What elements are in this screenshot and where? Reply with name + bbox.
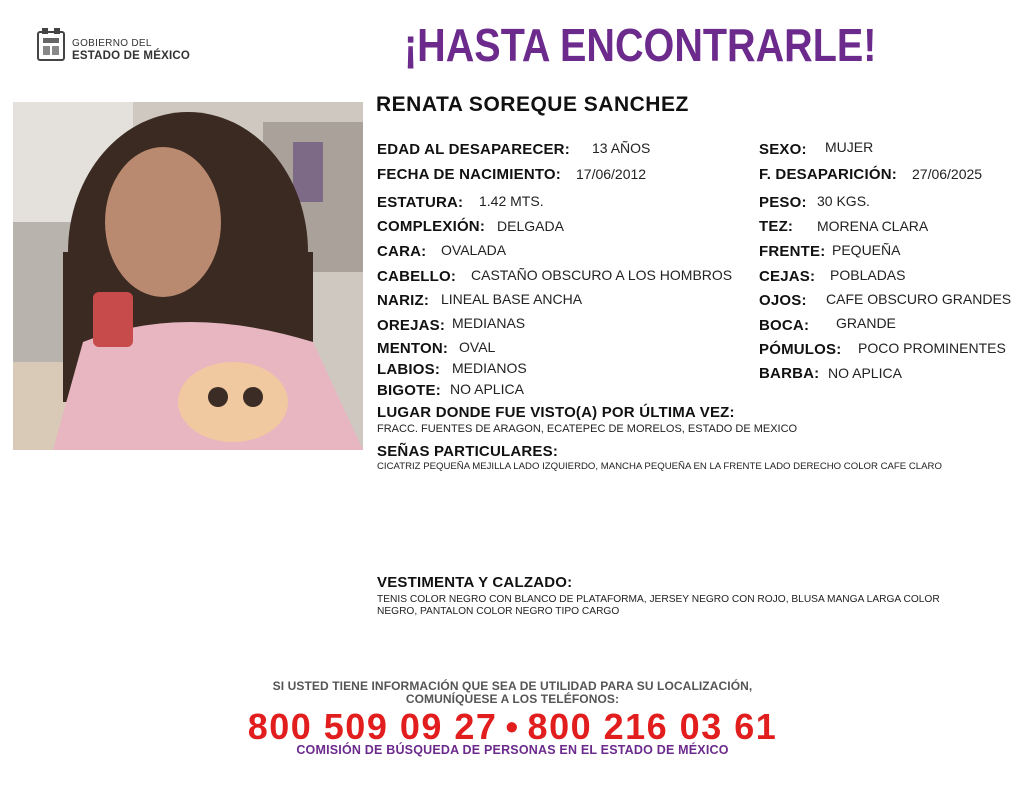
field-forehead-value: PEQUEÑA: [832, 242, 901, 258]
phone-separator: •: [505, 706, 520, 747]
phone-numbers: [0, 706, 1025, 748]
field-lips-value: MEDIANOS: [452, 360, 527, 376]
field-eyebrows-label: CEJAS:: [759, 268, 816, 285]
field-sex-value: MUJER: [825, 139, 874, 155]
field-cheekbones-value: POCO PROMINENTES: [858, 340, 1006, 356]
field-build-value: DELGADA: [497, 218, 564, 234]
field-age-label: EDAD AL DESAPARECER:: [377, 141, 570, 158]
distinguishing-marks-label: SEÑAS PARTICULARES:: [377, 443, 559, 460]
field-face-value: OVALADA: [441, 242, 507, 258]
commission-name: COMISIÓN DE BÚSQUEDA DE PERSONAS EN EL ESTADO DE MÉXICO: [296, 743, 729, 757]
person-name: RENATA SOREQUE SANCHEZ: [376, 93, 689, 116]
field-beard-value: NO APLICA: [828, 365, 902, 381]
phone-number-1[interactable]: 800 509 09 27: [247, 706, 498, 747]
field-ears-label: OREJAS:: [377, 317, 446, 334]
field-lips-label: LABIOS:: [377, 361, 441, 378]
field-beard-label: BARBA:: [759, 365, 820, 382]
last-seen-value: FRACC. FUENTES DE ARAGON, ECATEPEC DE MORELOS, ESTADO DE MEXICO: [377, 423, 798, 435]
field-disappearance-date-value: 27/06/2025: [912, 166, 983, 182]
clothing-value-line1: TENIS COLOR NEGRO CON BLANCO DE PLATAFORMA, JERSEY NEGRO CON ROJO, BLUSA MANGA LARGA COLOR: [377, 594, 940, 605]
field-birthdate-value: 17/06/2012: [576, 166, 647, 182]
field-face-label: CARA:: [377, 243, 427, 260]
field-cheekbones-label: PÓMULOS:: [759, 341, 842, 358]
distinguishing-marks-value: CICATRIZ PEQUEÑA MEJILLA LADO IZQUIERDO, MANCHA PEQUEÑA EN LA FRENTE LADO DERECHO COLOR CAFE CLARO: [377, 461, 942, 472]
field-height-label: ESTATURA:: [377, 194, 464, 211]
government-name-line2: ESTADO DE MÉXICO: [72, 50, 190, 62]
contact-info-line2: COMUNÍQUESE A LOS TELÉFONOS:: [405, 692, 620, 706]
clothing-label: VESTIMENTA Y CALZADO:: [377, 574, 573, 591]
field-mouth-label: BOCA:: [759, 317, 810, 334]
field-ears-value: MEDIANAS: [452, 315, 526, 331]
field-weight-value: 30 KGS.: [817, 193, 870, 209]
field-disappearance-date-label: F. DESAPARICIÓN:: [759, 166, 897, 183]
field-eyebrows-value: POBLADAS: [830, 267, 906, 283]
field-forehead-label: FRENTE:: [759, 243, 826, 260]
field-age-value: 13 AÑOS: [592, 140, 651, 156]
field-eyes-value: CAFE OBSCURO GRANDES: [826, 291, 1012, 307]
field-build-label: COMPLEXIÓN:: [377, 218, 486, 235]
contact-info-line1: SI USTED TIENE INFORMACIÓN QUE SEA DE UTILIDAD PARA SU LOCALIZACIÓN,: [272, 679, 753, 693]
field-mustache-value: NO APLICA: [450, 381, 524, 397]
field-chin-label: MENTON:: [377, 340, 449, 357]
clothing-value-line2: NEGRO, PANTALON COLOR NEGRO TIPO CARGO: [377, 606, 620, 617]
government-logo: [36, 26, 206, 66]
government-name-line1: GOBIERNO DEL: [72, 38, 152, 49]
field-complexion-value: MORENA CLARA: [817, 218, 929, 234]
field-nose-value: LINEAL BASE ANCHA: [441, 291, 583, 307]
field-sex-label: SEXO:: [759, 141, 807, 158]
field-weight-label: PESO:: [759, 194, 807, 211]
phone-number-2[interactable]: 800 216 03 61: [527, 706, 778, 747]
field-hair-value: CASTAÑO OBSCURO A LOS HOMBROS: [471, 267, 733, 283]
field-complexion-label: TEZ:: [759, 218, 794, 235]
field-height-value: 1.42 MTS.: [479, 193, 544, 209]
field-birthdate-label: FECHA DE NACIMIENTO:: [377, 166, 561, 183]
field-eyes-label: OJOS:: [759, 292, 807, 309]
headline: ¡HASTA ENCONTRARLE!: [404, 19, 877, 71]
photo-illustration: [13, 102, 363, 450]
field-chin-value: OVAL: [459, 339, 496, 355]
field-hair-label: CABELLO:: [377, 268, 457, 285]
field-mustache-label: BIGOTE:: [377, 382, 441, 399]
last-seen-label: LUGAR DONDE FUE VISTO(A) POR ÚLTIMA VEZ:: [377, 404, 735, 421]
state-seal-icon: [36, 26, 66, 62]
field-nose-label: NARIZ:: [377, 292, 430, 309]
field-mouth-value: GRANDE: [836, 315, 896, 331]
missing-person-photo: [13, 102, 363, 450]
